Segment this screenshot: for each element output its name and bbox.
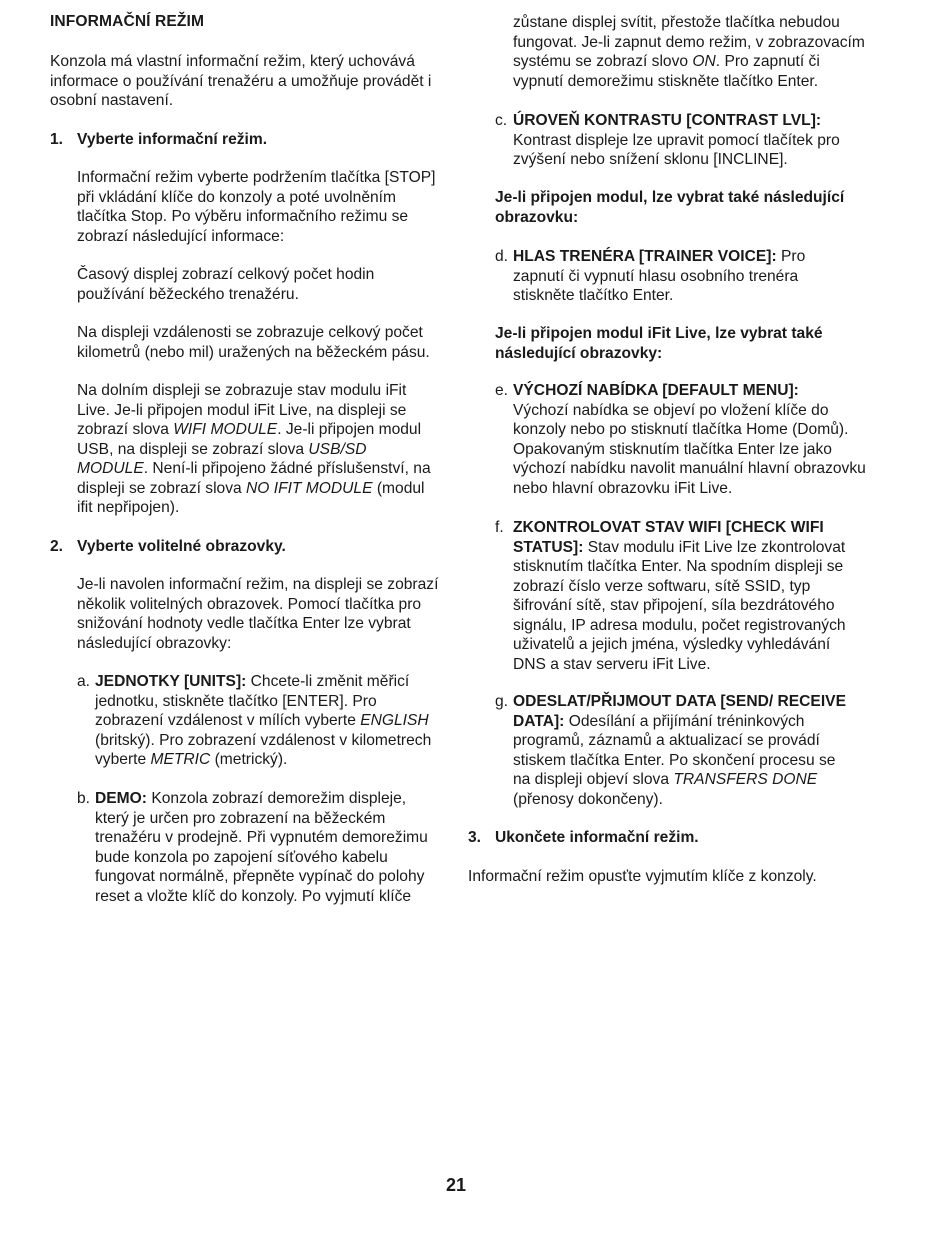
item-g-text: ODESLAT/PŘIJMOUT DATA [SEND/ RECEIVE DATA]: Odesílání a přijímání tréninkových programů, záznamů a aktualizací se provádí stiskem tlačítka Enter. Po skončení procesu se na displeji objeví slova TRANSFERS DONE (přenosy dokončeny). [513,693,846,808]
step-3-paragraph-1: Informační režim opusťte vyjmutím klíče z konzoly. [468,868,817,885]
item-d-letter: d. [495,248,509,265]
item-f-letter: f. [495,519,504,536]
item-a-text: JEDNOTKY [UNITS]: Chcete-li změnit měřicí jednotku, stiskněte tlačítko [ENTER]. Pro zobrazení vzdálenost v mílích vyberte ENGLISH (britský). Pro zobrazení vzdálenost v kilometrech vyberte METRIC (metrický). [95,673,432,768]
item-e-letter: e. [495,382,509,399]
item-b-demo [77,789,439,906]
step-1-paragraph-1: Informační režim vyberte podržením tlačítka [STOP] při vkládání klíče do konzoly a poté uvolněním tlačítka Stop. Po výběru informačního režimu se zobrazí následující informace: [77,169,436,245]
item-a-letter: a. [77,673,91,690]
heading: INFORMAČNÍ REŽIM [50,13,205,30]
item-c-letter: c. [495,112,508,129]
item-b-letter: b. [77,790,91,807]
step-2-title: Vyberte volitelné obrazovky. [77,538,286,555]
item-d-text: HLAS TRENÉRA [TRAINER VOICE]: Pro zapnutí či vypnutí hlasu osobního trenéra stiskněte tlačítko Enter. [513,248,806,304]
item-b-text: DEMO: Konzola zobrazí demorežim displeje, který je určen pro zobrazení na běžeckém trenažéru v prodejně. Při vypnutém demorežimu bude konzola po zapojení síťového kabelu fungovat normálně, přepněte vypínač do polohy reset a vložte klíč do konzoly. Po vyjmutí klíče [95,790,428,905]
item-e-text: VÝCHOZÍ NABÍDKA [DEFAULT MENU]: Výchozí nabídka se objeví po vložení klíče do konzoly nebo po stisknutí tlačítka Home (Domů). Opakovaným stisknutím tlačítka Enter lze jako výchozí nabídku navolit manuální hlavní obrazovku nebo hlavní obrazovku iFit Live. [513,382,866,497]
item-f-check-wifi [495,518,867,674]
page-number: 21 [445,1175,467,1195]
step-1-paragraph-3: Na displeji vzdálenosti se zobrazuje celkový počet kilometrů (nebo mil) uražených na běžeckém pásu. [77,324,430,361]
step-1 [50,130,450,150]
item-e-default-menu [495,381,867,498]
item-d-trainer-voice [495,247,860,306]
step-2-number: 2. [50,538,64,555]
intro-paragraph: Konzola má vlastní informační režim, který uchovává informace o používání trenažéru a umožňuje provádět i osobní nastavení. [50,53,432,109]
ifit-note: Je-li připojen modul iFit Live, lze vybrat také následující obrazovky: [495,325,823,362]
step-3-number: 3. [468,829,482,846]
item-b-continued: zůstane displej svítit, přestože tlačítka nebudou fungovat. Je-li zapnut demo režim, v zobrazovacím systému se zobrazí slovo ON. Pro zapnutí či vypnutí demorežimu stiskněte tlačítko Enter. [513,14,865,90]
item-c-contrast [495,111,865,170]
step-3 [468,828,888,848]
step-1-number: 1. [50,131,64,148]
item-c-text: ÚROVEŇ KONTRASTU [CONTRAST LVL]: Kontrast displeje lze upravit pomocí tlačítek pro zvýšení nebo snížení sklonu [INCLINE]. [513,112,840,168]
item-a-units [77,672,447,770]
step-1-paragraph-4: Na dolním displeji se zobrazuje stav modulu iFit Live. Je-li připojen modul iFit Live, na displeji se zobrazí slova WIFI MODULE. Je-li připojen modul USB, na displeji se zobrazí slova USB/SD MODULE. Není-li připojeno žádné příslušenství, na displeji se zobrazí slova NO IFIT MODULE (modul ifit nepřipojen). [77,382,431,516]
step-2 [50,537,450,557]
step-1-title: Vyberte informační režim. [77,131,268,148]
step-3-title: Ukončete informační režim. [495,829,699,846]
item-g-letter: g. [495,693,509,710]
item-f-text: ZKONTROLOVAT STAV WIFI [CHECK WIFI STATUS]: Stav modulu iFit Live lze zkontrolovat stisknutím tlačítka Enter. Na spodním displeji se zobrazí číslo verze softwaru, sítě SSID, typ šifrování sítě, stav připojení, síla bezdrátového signálu, IP adresa modulu, počet registrovaných uživatelů a jejich jména, výsledky vyhledávání DNS a stav serveru iFit Live. [513,519,846,673]
module-note: Je-li připojen modul, lze vybrat také následující obrazovku: [495,189,845,226]
step-2-paragraph-1: Je-li navolen informační režim, na displeji se zobrazí několik volitelných obrazovek. Pomocí tlačítka pro snižování hodnoty vedle tlačítka Enter lze vybrat následující obrazovky: [77,576,439,652]
item-g-send-receive [495,692,857,809]
step-1-paragraph-2: Časový displej zobrazí celkový počet hodin používání běžeckého trenažéru. [77,266,375,303]
